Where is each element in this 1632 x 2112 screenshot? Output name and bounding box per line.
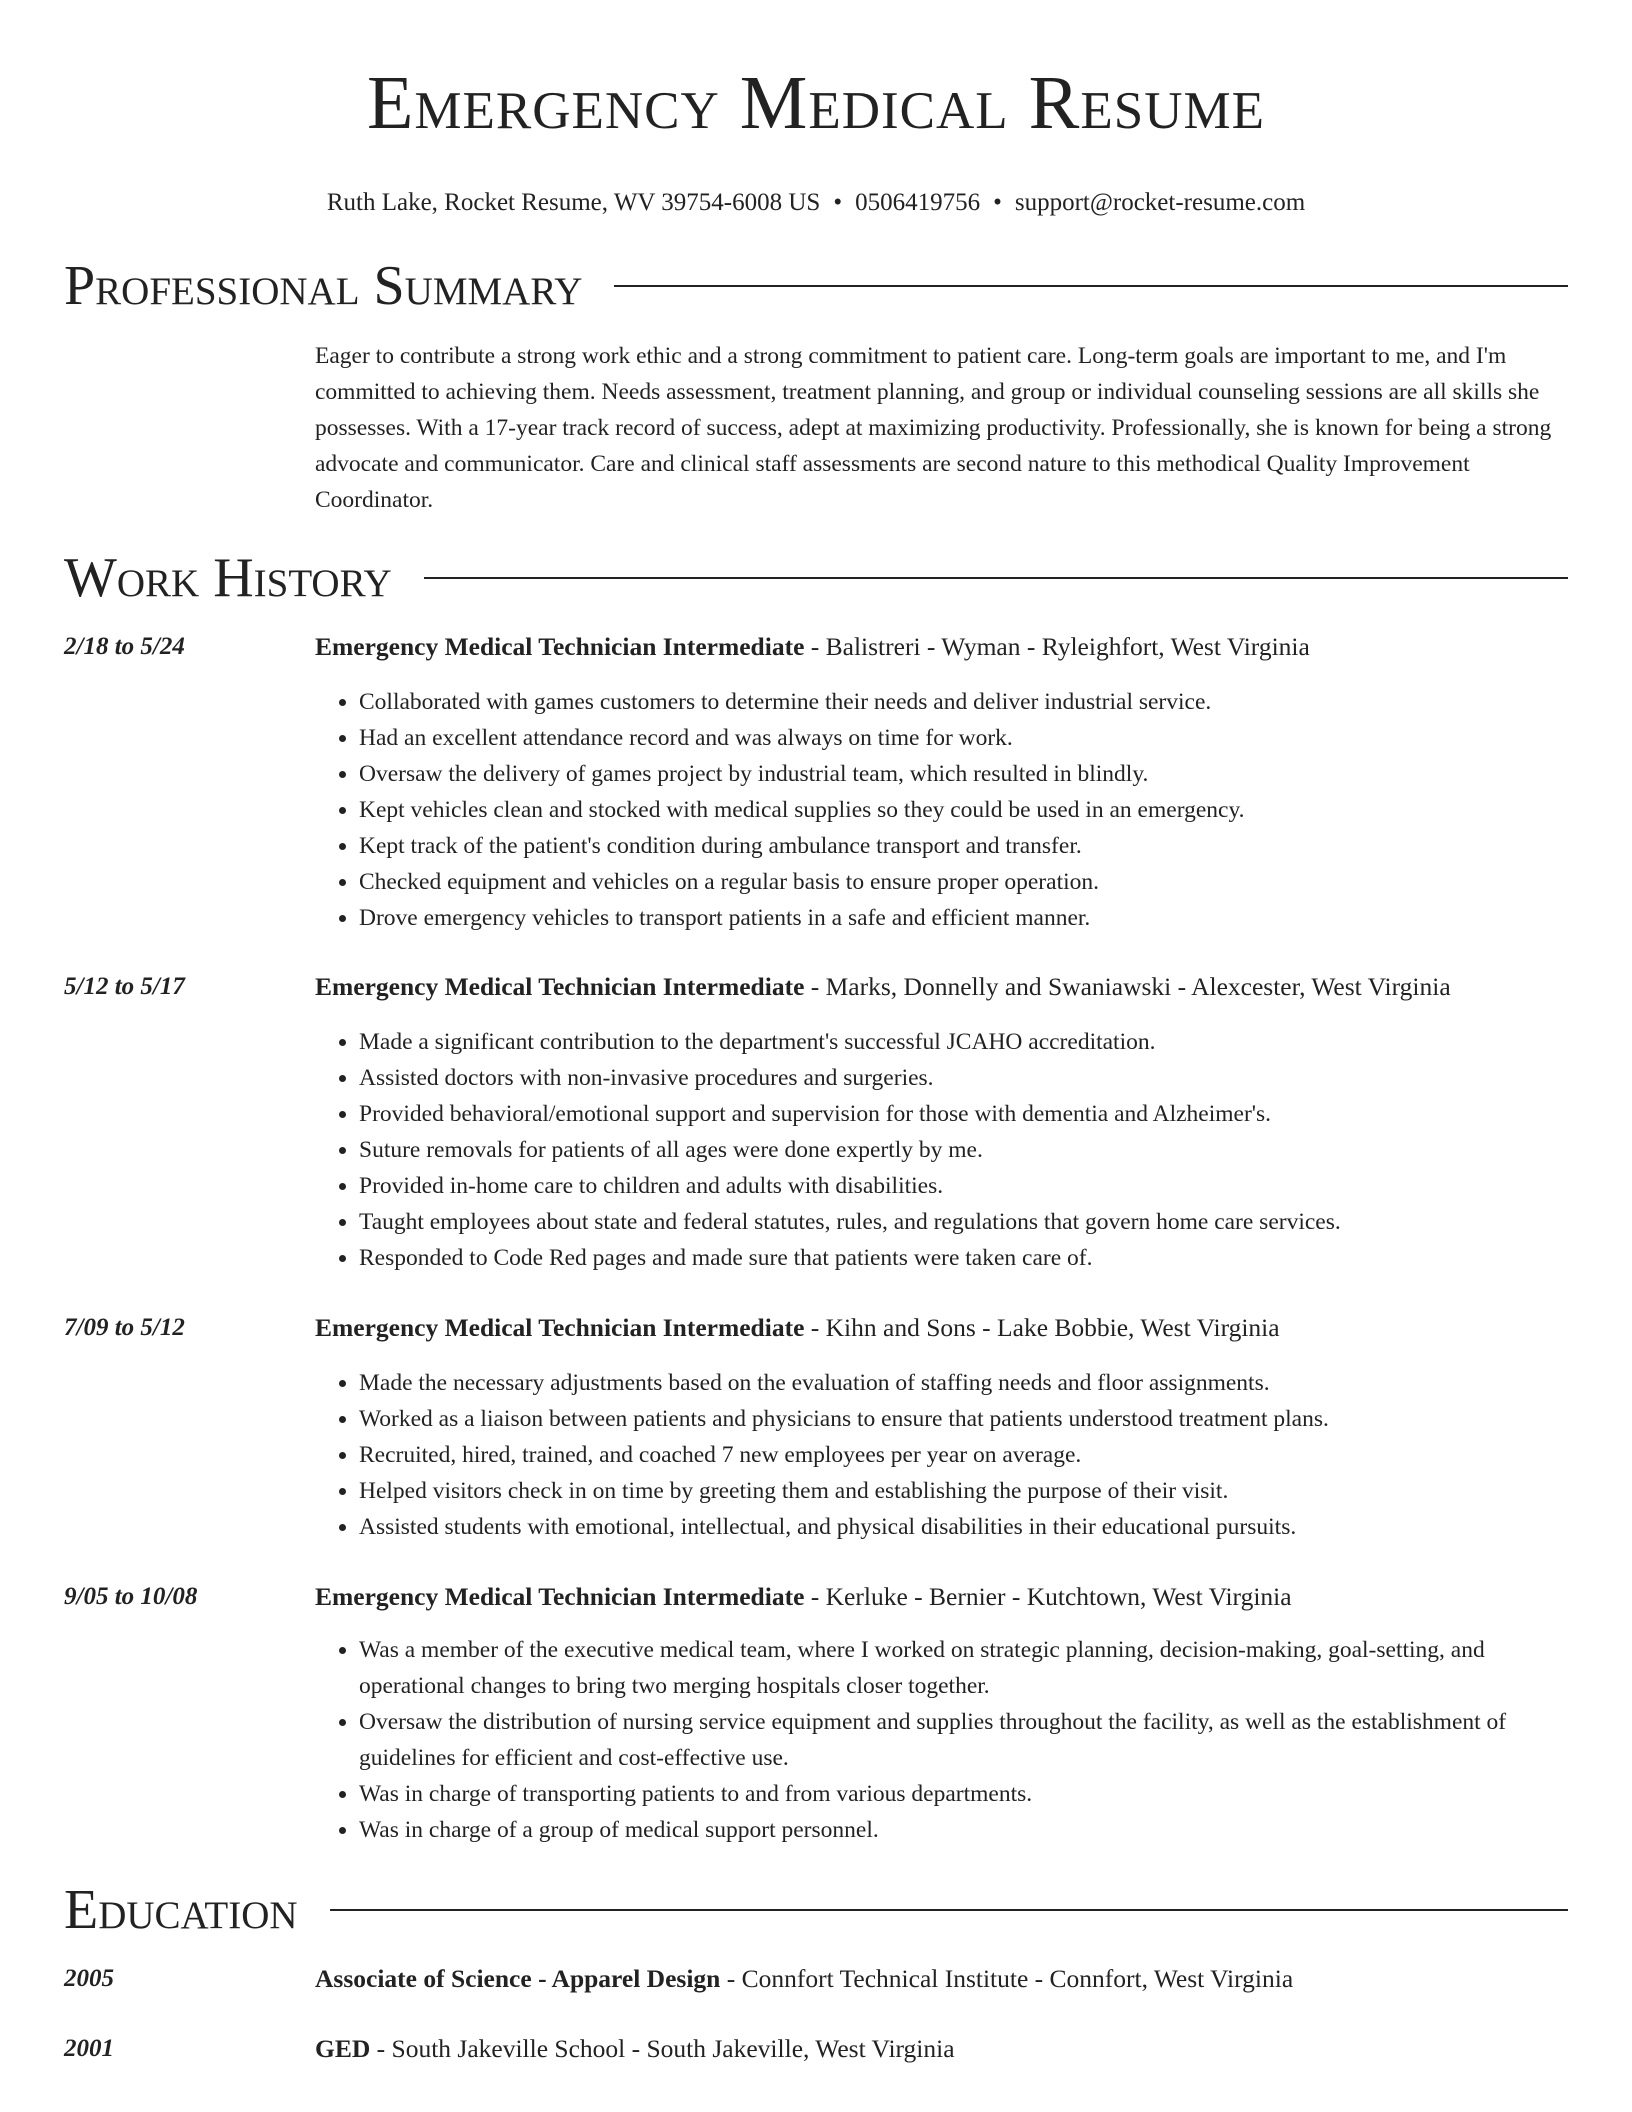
contact-address: Ruth Lake, Rocket Resume, WV 39754-6008 US xyxy=(326,189,821,216)
education-degree: Associate of Science - Apparel Design xyxy=(315,1964,721,1993)
job-bullet: • Assisted students with emotional, intellectual, and physical disabilities in their educational pursuits. xyxy=(359,1509,1568,1545)
job-bullet: • Was in charge of a group of medical support personnel. xyxy=(359,1812,1568,1848)
job-bullet: • Recruited, hired, trained, and coached 7 new employees per year on average. xyxy=(359,1437,1568,1473)
summary-heading: Professional Summary xyxy=(64,255,583,317)
job-bullet: • Collaborated with games customers to determine their needs and deliver industrial service. xyxy=(359,684,1568,720)
job-bullet: • Drove emergency vehicles to transport patients in a safe and efficient manner. xyxy=(359,900,1568,936)
education-year: 2001 xyxy=(64,2035,114,2062)
education-school: - Connfort Technical Institute - Connfort, West Virginia xyxy=(720,1964,1294,1993)
job-title: Emergency Medical Technician Intermediate xyxy=(315,1313,805,1342)
job-heading xyxy=(315,1311,1568,1345)
section-divider xyxy=(424,577,1568,579)
education-heading: Education xyxy=(64,1879,298,1941)
contact-line xyxy=(64,186,1568,220)
job-bullet: • Oversaw the distribution of nursing service equipment and supplies throughout the facility, as well as the establishment of guidelines for efficient and cost-effective use. xyxy=(359,1704,1568,1776)
job-bullet: • Taught employees about state and federal statutes, rules, and regulations that govern home care services. xyxy=(359,1204,1568,1240)
job-bullet: • Checked equipment and vehicles on a regular basis to ensure proper operation. xyxy=(359,864,1568,900)
job-bullets xyxy=(315,1632,1568,1848)
job-bullet: • Was a member of the executive medical team, where I worked on strategic planning, decision-making, goal-setting, and operational changes to bring two merging hospitals closer together. xyxy=(359,1632,1568,1704)
job-bullet: • Kept track of the patient's condition during ambulance transport and transfer. xyxy=(359,828,1568,864)
job-bullets xyxy=(315,1365,1568,1545)
job-bullet: • Provided in-home care to children and adults with disabilities. xyxy=(359,1168,1568,1204)
job-title: Emergency Medical Technician Intermediate xyxy=(315,972,805,1001)
job-bullet: • Helped visitors check in on time by greeting them and establishing the purpose of their visit. xyxy=(359,1473,1568,1509)
education-degree: GED xyxy=(315,2034,371,2063)
section-divider xyxy=(614,285,1568,287)
job-bullet: • Made the necessary adjustments based on the evaluation of staffing needs and floor assignments. xyxy=(359,1365,1568,1401)
job-employer: - Balistreri - Wyman - Ryleighfort, West Virginia xyxy=(804,632,1310,661)
contact-separator: • xyxy=(993,189,1002,216)
job-bullet: • Kept vehicles clean and stocked with medical supplies so they could be used in an emergency. xyxy=(359,792,1568,828)
job-employer: - Kerluke - Bernier - Kutchtown, West Virginia xyxy=(804,1582,1292,1611)
job-bullet: • Was in charge of transporting patients to and from various departments. xyxy=(359,1776,1568,1812)
job-bullets xyxy=(315,1024,1568,1276)
contact-separator: • xyxy=(833,189,843,216)
job-dates: 2/18 to 5/24 xyxy=(64,633,185,660)
education-heading-line xyxy=(315,2032,1568,2066)
job-bullet: • Responded to Code Red pages and made sure that patients were taken care of. xyxy=(359,1240,1568,1276)
job-employer: - Marks, Donnelly and Swaniawski - Alexcester, West Virginia xyxy=(804,972,1451,1001)
job-bullet: • Suture removals for patients of all ages were done expertly by me. xyxy=(359,1132,1568,1168)
contact-email[interactable]: support@rocket-resume.com xyxy=(1014,189,1306,216)
job-heading xyxy=(315,1580,1568,1614)
resume-page xyxy=(64,0,1568,2063)
job-dates: 7/09 to 5/12 xyxy=(64,1314,185,1341)
job-heading xyxy=(315,970,1568,1004)
job-bullet: • Oversaw the delivery of games project by industrial team, which resulted in blindly. xyxy=(359,756,1568,792)
job-bullet: • Worked as a liaison between patients and physicians to ensure that patients understood treatment plans. xyxy=(359,1401,1568,1437)
education-year: 2005 xyxy=(64,1965,114,1992)
education-section-header xyxy=(64,1878,1568,1942)
work-section-header xyxy=(64,546,1568,610)
job-bullet: • Made a significant contribution to the department's successful JCAHO accreditation. xyxy=(359,1024,1568,1060)
education-school: - South Jakeville School - South Jakeville, West Virginia xyxy=(370,2034,955,2063)
job-dates: 9/05 to 10/08 xyxy=(64,1583,198,1610)
section-divider xyxy=(330,1909,1568,1911)
job-bullet: • Assisted doctors with non-invasive procedures and surgeries. xyxy=(359,1060,1568,1096)
job-employer: - Kihn and Sons - Lake Bobbie, West Virginia xyxy=(804,1313,1280,1342)
summary-text: Eager to contribute a strong work ethic and a strong commitment to patient care. Long-term goals are important to me, and I'm committed to achieving them. Needs assessment, treatment planning, and group or individual counseling sessions are all skills she possesses. With a 17-year track record of success, adept at maximizing productivity. Professionally, she is known for being a strong advocate and communicator. Care and clinical staff assessments are second nature to this methodical Quality Improvement Coordinator. xyxy=(315,343,1552,513)
job-bullets xyxy=(315,684,1568,936)
job-dates: 5/12 to 5/17 xyxy=(64,973,185,1000)
job-heading xyxy=(315,630,1568,664)
work-heading: Work History xyxy=(64,547,392,609)
resume-title: Emergency Medical Resume xyxy=(366,61,1266,145)
contact-phone: 0506419756 xyxy=(855,189,981,216)
education-heading-line xyxy=(315,1962,1568,1996)
job-title: Emergency Medical Technician Intermediate xyxy=(315,1582,805,1611)
job-bullet: • Had an excellent attendance record and was always on time for work. xyxy=(359,720,1568,756)
job-bullet: • Provided behavioral/emotional support and supervision for those with dementia and Alzheimer's. xyxy=(359,1096,1568,1132)
job-title: Emergency Medical Technician Intermediate xyxy=(315,632,805,661)
summary-section-header xyxy=(64,254,1568,318)
